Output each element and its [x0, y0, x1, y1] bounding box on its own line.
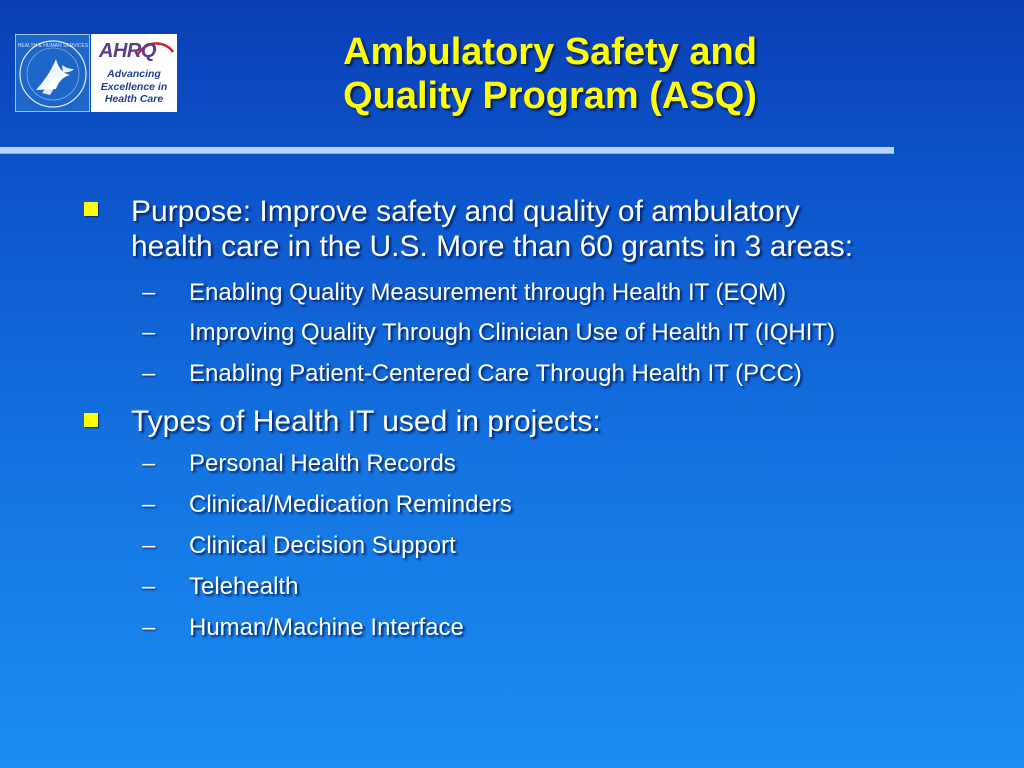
bullet-square-icon [84, 413, 98, 427]
sub-bullet-iqhit: Improving Quality Through Clinician Use of Health IT (IQHIT) [189, 319, 836, 346]
dash-marker: – [142, 532, 156, 559]
sub-bullet-phr: Personal Health Records [189, 450, 456, 477]
hhs-logo [15, 34, 90, 112]
slide-title: Ambulatory Safety and Quality Program (ASQ) [343, 31, 757, 117]
bullet-square-icon [84, 202, 98, 216]
bullet-text-purpose: Purpose: Improve safety and quality of ambulatory health care in the U.S. More than 60 grants in 3 areas: [131, 195, 854, 263]
hhs-eagle-icon [16, 35, 91, 113]
sub-bullet-pcc: Enabling Patient-Centered Care Through Health IT (PCC) [189, 360, 802, 387]
hhs-seal-text: HEALTH & HUMAN SERVICES [17, 43, 89, 49]
sub-bullet-hmi: Human/Machine Interface [189, 614, 464, 641]
sub-bullet-reminders: Clinical/Medication Reminders [189, 491, 512, 518]
dash-marker: – [142, 360, 156, 387]
sub-bullet-telehealth: Telehealth [189, 573, 299, 600]
dash-marker: – [142, 573, 156, 600]
sub-bullet-eqm: Enabling Quality Measurement through Health IT (EQM) [189, 279, 787, 306]
dash-marker: – [142, 614, 156, 641]
ahrq-wordmark: AHRQ [99, 40, 156, 62]
logo-group [15, 34, 177, 112]
dash-marker: – [142, 491, 156, 518]
sub-bullet-cds: Clinical Decision Support [189, 532, 456, 559]
dash-marker: – [142, 450, 156, 477]
dash-marker: – [142, 279, 156, 306]
title-divider [0, 147, 894, 153]
ahrq-tagline: Advancing Excellence in Health Care [100, 68, 168, 105]
dash-marker: – [142, 319, 156, 346]
ahrq-logo [91, 34, 177, 112]
bullet-text-types: Types of Health IT used in projects: [131, 405, 601, 438]
